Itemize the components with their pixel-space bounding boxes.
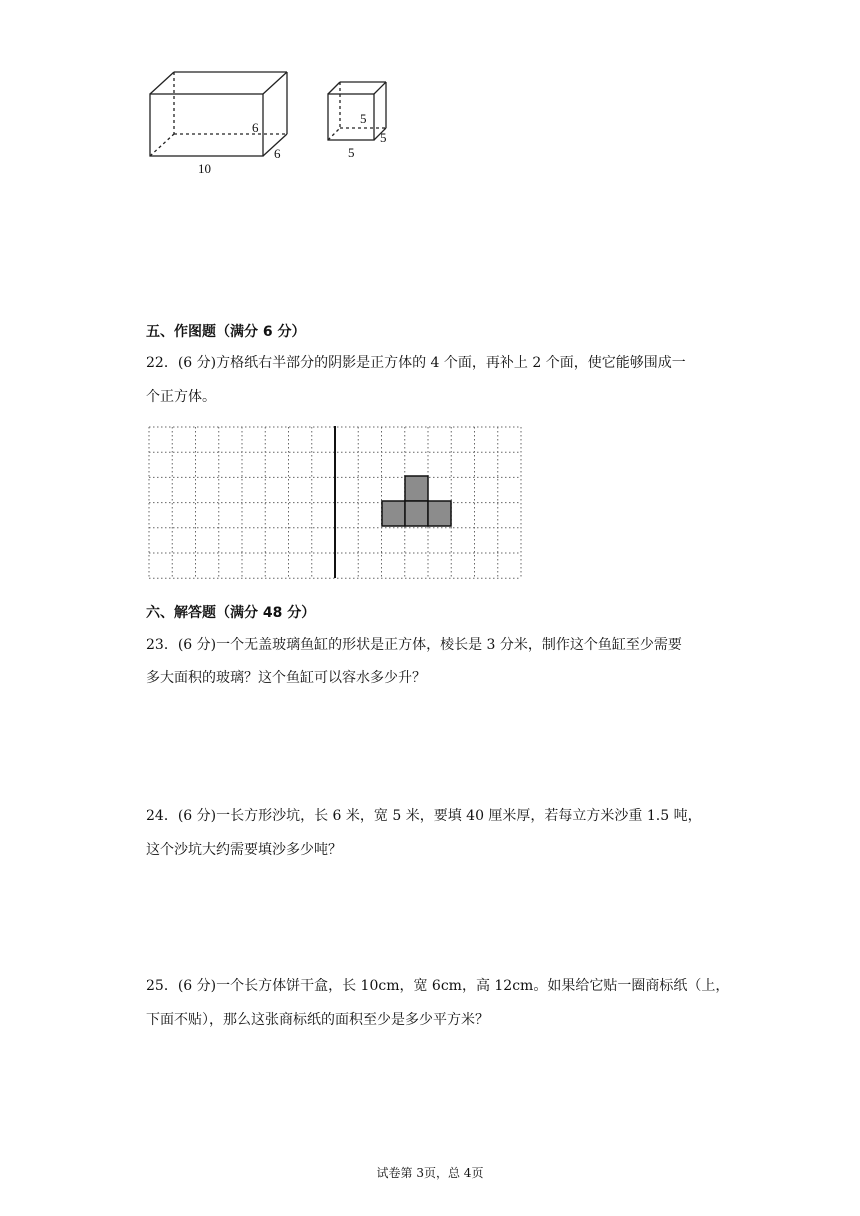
question-24-line1: 24．(6 分)一长方形沙坑，长 6 米，宽 5 米，要填 40 厘米厚，若每立方米沙重 1.5 吨， (146, 808, 702, 824)
cube-length-label: 5 (348, 145, 355, 160)
question-22-line1: 22．(6 分)方格纸右半部分的阴影是正方体的 4 个面，再补上 2 个面，使它能够围成一 (146, 355, 686, 371)
grid-paper-figure (148, 426, 524, 580)
question-25-line1: 25．(6 分)一个长方体饼干盒，长 10cm，宽 6cm，高 12cm。如果给它贴一圈商标纸（上， (146, 978, 730, 994)
shaded-face (405, 501, 428, 526)
shaded-face (405, 476, 428, 501)
question-23-line1: 23．(6 分)一个无盖玻璃鱼缸的形状是正方体，棱长是 3 分米，制作这个鱼缸至少需要 (146, 637, 682, 653)
shaded-face (382, 501, 405, 526)
shaded-face (428, 501, 451, 526)
question-25-line2: 下面不贴），那么这张商标纸的面积至少是多少平方米？ (146, 1012, 489, 1028)
question-22-line2: 个正方体。 (146, 389, 216, 405)
cuboid-depth-label: 6 (274, 146, 281, 161)
cuboid-length-label: 10 (198, 161, 211, 176)
cube-drawing (328, 82, 386, 140)
solids-figure (140, 60, 400, 185)
cuboid-drawing (150, 72, 287, 156)
shaded-cube-faces (382, 476, 451, 526)
section-title-answers: 六、解答题（满分 48 分） (146, 605, 316, 621)
cube-depth-label: 5 (380, 130, 387, 145)
page-footer: 试卷第 3页，总 4页 (376, 1166, 484, 1180)
section-title-drawing: 五、作图题（满分 6 分） (146, 324, 306, 340)
question-24-line2: 这个沙坑大约需要填沙多少吨？ (146, 842, 342, 858)
cube-height-label: 5 (360, 111, 367, 126)
question-23-line2: 多大面积的玻璃？这个鱼缸可以容水多少升？ (146, 670, 426, 686)
cuboid-height-label: 6 (252, 120, 259, 135)
